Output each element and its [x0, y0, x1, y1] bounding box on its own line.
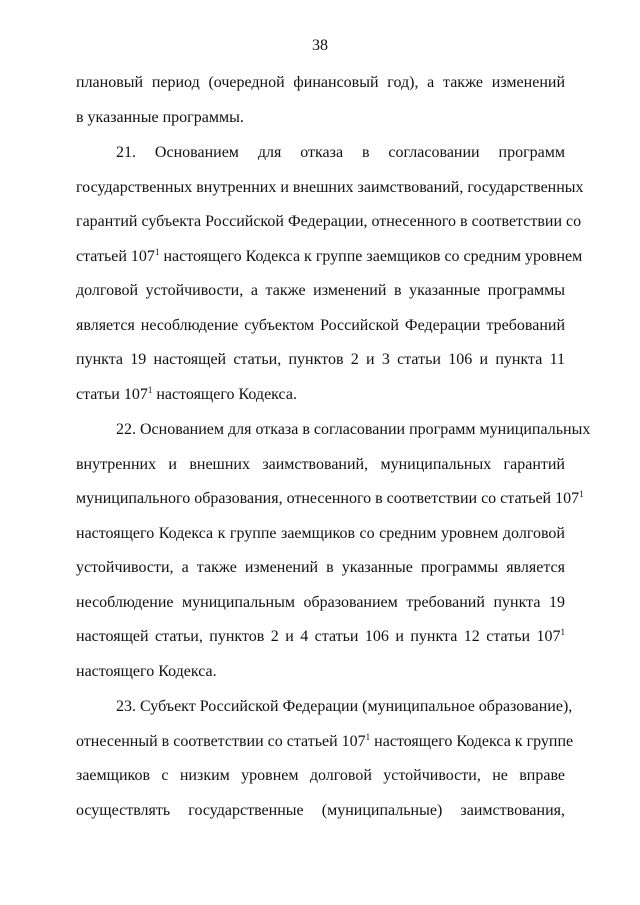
text-line: пункта 19 настоящей статьи, пунктов 2 и 3 статьи 106 и пункта 11 — [76, 351, 565, 368]
text-line — [76, 378, 565, 413]
text-line: заемщиков с низким уровнем долговой устойчивости, не вправе — [76, 767, 565, 784]
text-line: 23. Субъект Российской Федерации (муниципальное образование), — [116, 698, 573, 715]
text-line: несоблюдение муниципальным образованием требований пункта 19 — [76, 593, 565, 611]
text-line — [76, 482, 584, 517]
text-line: гарантий субъекта Российской Федерации, отнесенного в соответствии со — [76, 213, 582, 230]
superscript: 1 — [147, 384, 153, 395]
text-fragment: настоящего Кодекса к группе — [370, 732, 574, 750]
text-line: настоящего Кодекса. — [76, 662, 217, 680]
text-line: является несоблюдение субъектом Российской Федерации требований — [76, 316, 565, 334]
superscript: 1 — [154, 246, 160, 257]
superscript: 1 — [560, 627, 565, 637]
text-fragment: настоящего Кодекса к группе заемщиков со средним уровнем — [159, 247, 583, 265]
text-line: внутренних и внешних заимствований, муниципальных гарантий — [76, 455, 565, 473]
paragraph-21 — [76, 136, 584, 412]
superscript: 1 — [365, 731, 371, 742]
text-line: 22. Основанием для отказа в согласовании программ муниципальных — [116, 421, 591, 438]
text-line: осуществлять государственные (муниципальные) заимствования, — [76, 801, 565, 819]
page-number: 38 — [312, 37, 328, 54]
text-line: устойчивости, а также изменений в указанные программы является — [76, 559, 565, 576]
text-line — [76, 725, 574, 760]
text-line: 21. Основанием для отказа в согласовании программ — [116, 144, 565, 161]
text-line: настоящего Кодекса к группе заемщиков со средним уровнем долговой — [76, 524, 565, 542]
paragraph-23 — [76, 690, 574, 828]
text-fragment: статьей 107 — [76, 247, 155, 265]
superscript: 1 — [579, 489, 584, 499]
text-line: в указанные программы. — [76, 108, 244, 126]
text-fragment: отнесенный в соответствии со статьей 107 — [76, 732, 366, 750]
text-line — [76, 240, 583, 275]
text-fragment: настоящей статьи, пунктов 2 и 4 статьи 106 и пункта 12 статьи 107 — [76, 628, 561, 645]
text-line: государственных внутренних и внешних заимствований, государственных — [76, 178, 584, 196]
text-fragment: муниципального образования, отнесенного в соответствии со статьей 107 — [76, 490, 580, 507]
paragraph-22 — [76, 413, 591, 689]
text-fragment: настоящего Кодекса. — [152, 385, 297, 403]
text-line: плановый период (очередной финансовый год), а также изменений — [76, 74, 565, 91]
text-line: долговой устойчивости, а также изменений в указанные программы — [76, 282, 565, 299]
text-fragment: статьи 107 — [76, 385, 148, 403]
continuation-paragraph — [76, 66, 565, 135]
text-line — [76, 620, 565, 655]
